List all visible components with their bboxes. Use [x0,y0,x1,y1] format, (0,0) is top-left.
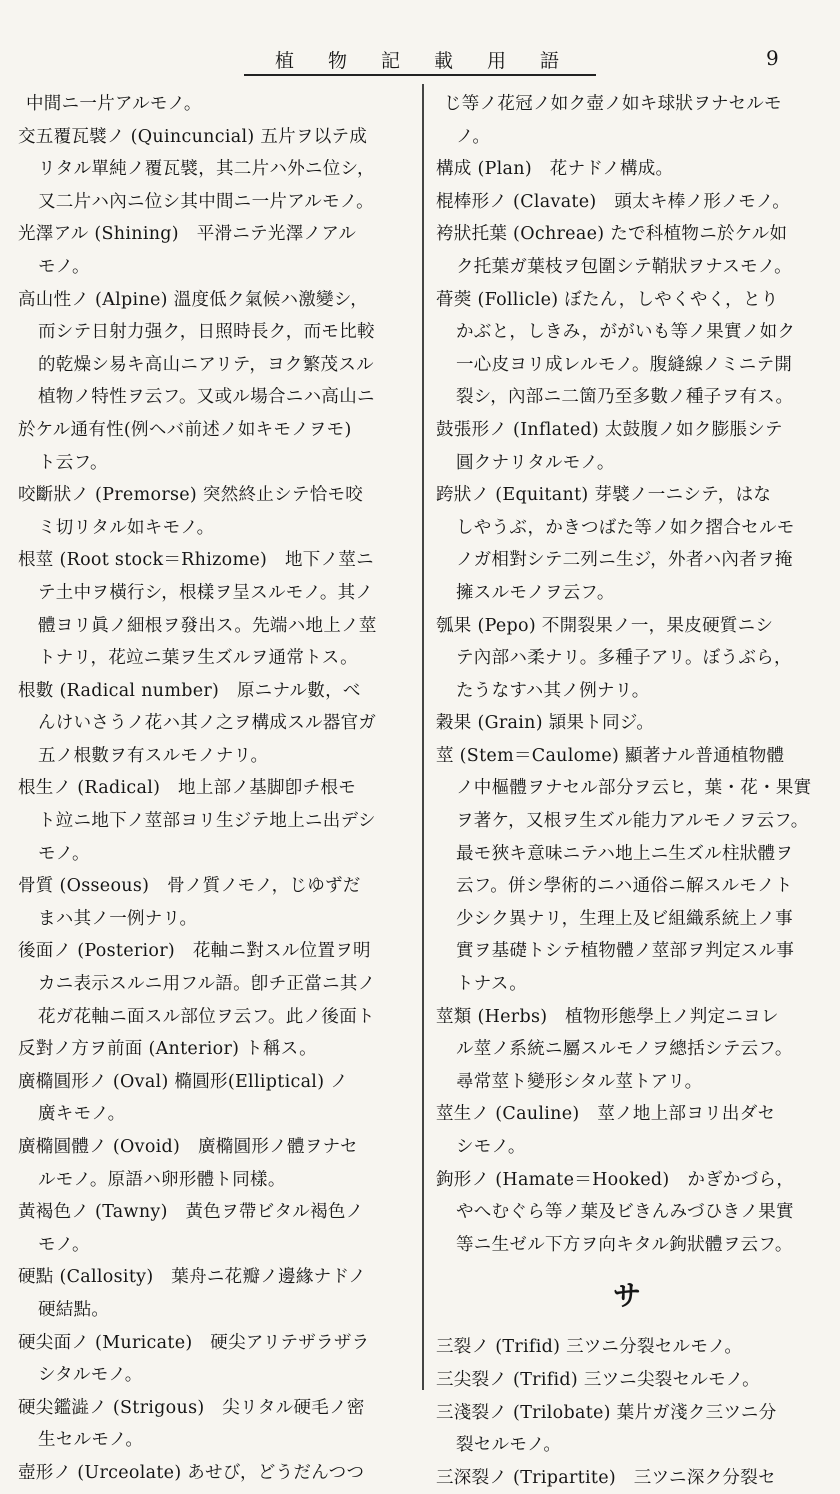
text-line: じ等ノ花冠ノ如ク壺ノ如キ球狀ヲナセルモ [444,94,782,114]
text-line: 三裂ノ (Trifid) 三ツニ分裂セルモノ。 [436,1337,743,1358]
text-line: 莖生ノ (Cauline) 莖ノ地上部ヨリ出ダセ [436,1104,776,1125]
text-line: 根生ノ (Radical) 地上部ノ基脚卽チ根モ [18,778,357,799]
text-line: テ內部ハ柔ナリ。多種子アリ。ぼうぶら， [456,648,792,669]
text-line: 等ニ生ゼル下方ヲ向キタル鉤狀體ヲ云フ。 [456,1234,793,1255]
text-line: 植物ノ特性ヲ云フ。又或ル場合ニハ高山ニ [38,387,375,408]
running-title: 植物記載用語 [275,50,594,72]
text-line: ト竝ニ地下ノ莖部ヨリ生ジテ地上ニ出デシ [38,811,376,832]
section-heading: サ [612,1279,641,1313]
text-line: ミ切リタル如キモノ。 [38,517,215,538]
text-line: 廣キモノ。 [38,1104,126,1125]
text-line: たうなすハ其ノ例ナリ。 [456,680,650,701]
text-line: 黃褐色ノ (Tawny) 黃色ヲ帶ビタル褐色ノ [18,1202,364,1223]
text-line: 生セルモノ。 [38,1430,144,1451]
page-number: 9 [766,46,779,70]
text-line: 圓クナリタルモノ。 [456,452,615,473]
text-line: 一心皮ヨリ成レルモノ。腹縫線ノミニテ開 [456,354,793,375]
text-line: ト云フ。 [38,452,108,473]
text-line: 體ヨリ眞ノ細根ヲ發出ス。先端ハ地上ノ莖 [38,615,377,636]
text-line: ノ中樞體ヲナセル部分ヲ云ヒ，葉・花・果實 [456,778,812,799]
text-line: 莖 (Stem＝Caulome) 顯著ナル普通植物體 [436,745,785,766]
text-line: 又二片ハ內ニ位シ其中間ニ一片アルモノ。 [38,191,374,212]
text-line: モノ。 [38,843,90,864]
text-line: 最モ狹キ意味ニテハ地上ニ生ズル柱狀體ヲ [456,843,794,864]
right-column-entries-top [436,88,818,1261]
text-line: 光澤アル (Shining) 平滑ニテ光澤ノアル [18,224,357,245]
text-line: シモノ。 [456,1137,526,1157]
text-line: 咬斷狀ノ (Premorse) 突然終止シテ恰モ咬 [18,485,364,506]
text-line: まハ其ノ一例ナリ。 [38,908,198,929]
text-line: 硬結點。 [38,1299,110,1320]
text-line: 三尖裂ノ (Trifid) 三ツニ尖裂セルモノ。 [436,1369,760,1390]
text-line: んけいさうノ花ハ其ノ之ヲ構成スル器官ガ [38,713,377,734]
text-line: ノガ相對シテ二列ニ生ジ，外者ハ內者ヲ掩 [456,550,793,571]
text-line: 硬點 (Callosity) 葉舟ニ花瓣ノ邊緣ナドノ [18,1267,367,1288]
text-line: 五ノ根數ヲ有スルモノナリ。 [38,745,269,766]
text-line: 廣橢圓體ノ (Ovoid) 廣橢圓形ノ體ヲナセ [18,1137,358,1157]
text-line: しやうぶ，かきつばた等ノ如ク摺合セルモ [456,517,795,538]
right-column [436,88,818,1494]
text-line: トナス。 [456,974,528,995]
text-line: 鼓張形ノ (Inflated) 太鼓腹ノ如ク膨脹シテ [436,419,783,440]
header-rule [244,74,596,76]
text-line: 高山性ノ (Alpine) 溫度低ク氣候ハ激變シ， [18,289,369,310]
text-line: 的乾燥シ易キ高山ニアリテ，ヨク繁茂スル [38,354,374,375]
text-line: カニ表示スルニ用フル語。卽チ正當ニ其ノ [38,974,376,995]
right-column-entries-bottom [436,1331,818,1494]
text-line: モノ。 [38,256,90,277]
text-line: 鉤形ノ (Hamate＝Hooked) かぎかづら， [436,1169,795,1190]
text-line: かぶと，しきみ，ががいも等ノ果實ノ如ク [456,322,796,343]
text-line: 中間ニ一片アルモノ。 [26,94,202,114]
text-line: 廣橢圓形ノ (Oval) 橢圓形(Elliptical) ノ [18,1071,348,1092]
text-line: ルモノ。原語ハ卵形體ト同樣。 [38,1169,286,1190]
text-line: リタル單純ノ覆瓦襞，其二片ハ外ニ位シ， [38,159,375,180]
text-line: 莖類 (Herbs) 植物形態學上ノ判定ニヨレ [436,1006,779,1027]
text-line: ク托葉ガ葉枝ヲ包圍シテ鞘狀ヲナスモノ。 [456,256,792,277]
text-line: 根莖 (Root stock＝Rhizome) 地下ノ莖ニ [18,550,374,571]
text-line: 壺形ノ (Urceolate) あせび，どうだんつつ [18,1462,365,1483]
text-line: 袴狀托葉 (Ochreae) たで科植物ニ於ケル如 [436,224,788,245]
text-line: 根數 (Radical number) 原ニナル數，べ [18,680,361,701]
left-column [18,88,412,1490]
text-line: 跨狀ノ (Equitant) 芽襞ノ一ニシテ，はな [436,485,772,506]
text-line: モノ。 [38,1234,90,1255]
text-line: 蓇葖 (Follicle) ぼたん，しやくやく，とり [436,289,779,310]
text-line: 棍棒形ノ (Clavate) 頭太キ棒ノ形ノモノ。 [436,191,791,212]
text-line: 交五覆瓦襞ノ (Quincuncial) 五片ヲ以テ成 [18,126,368,147]
text-line: 少シク異ナリ，生理上及ビ組織系統上ノ事 [456,908,793,929]
text-line: テ土中ヲ橫行シ，根樣ヲ呈スルモノ。其ノ [38,582,374,603]
text-line: シタルモノ。 [38,1365,143,1386]
text-line: 三淺裂ノ (Trilobate) 葉片ガ淺ク三ツニ分 [436,1402,777,1423]
text-line: 三深裂ノ (Tripartite) 三ツニ深ク分裂セ [436,1467,776,1488]
column-divider [422,84,424,1390]
text-line: 擁スルモノヲ云フ。 [456,582,615,603]
text-line: 尋常莖ト變形シタル莖トアリ。 [456,1071,703,1092]
text-line: ノ。 [456,126,491,147]
text-line: 裂セルモノ。 [456,1435,562,1456]
text-line: 構成 (Plan) 花ナドノ構成。 [436,159,674,180]
text-line: 而シテ日射力强ク，日照時長ク，而モ比較 [38,322,375,343]
text-line: 花ガ花軸ニ面スル部位ヲ云フ。此ノ後面ト [38,1006,375,1027]
text-line: 瓠果 (Pepo) 不開裂果ノ一，果皮硬質ニシ [436,615,774,636]
text-line: ヲ著ケ，又根ヲ生ズル能力アルモノヲ云フ。 [456,811,809,832]
text-line: やへむぐら等ノ葉及ビきんみづひきノ果實 [456,1202,794,1223]
text-line: 穀果 (Grain) 頴果ト同ジ。 [436,713,655,734]
text-line: 反對ノ方ヲ前面 (Anterior) ト稱ス。 [18,1039,317,1060]
page-header [0,40,840,82]
text-line: 裂シ，內部ニ二箇乃至多數ノ種子ヲ有ス。 [456,387,794,408]
text-line: 硬尖面ノ (Muricate) 硬尖アリテザラザラ [18,1332,370,1353]
text-line: 後面ノ (Posterior) 花軸ニ對スル位置ヲ明 [18,941,371,962]
text-line: ル莖ノ系統ニ屬スルモノヲ總括シテ云フ。 [456,1039,793,1060]
text-line: 於ケル通有性(例ヘバ前述ノ如キモノヲモ) [18,419,352,440]
text-line: 硬尖鑑澁ノ (Strigous) 尖リタル硬毛ノ密 [18,1397,365,1418]
text-line: 云フ。併シ學術的ニハ通俗ニ解スルモノト [456,876,793,897]
text-line: 骨質 (Osseous) 骨ノ質ノモノ，じゆずだ [18,876,361,897]
text-line: トナリ，花竝ニ葉ヲ生ズルヲ通常トス。 [38,648,358,669]
text-line: 實ヲ基礎トシテ植物體ノ莖部ヲ判定スル事 [456,941,795,962]
